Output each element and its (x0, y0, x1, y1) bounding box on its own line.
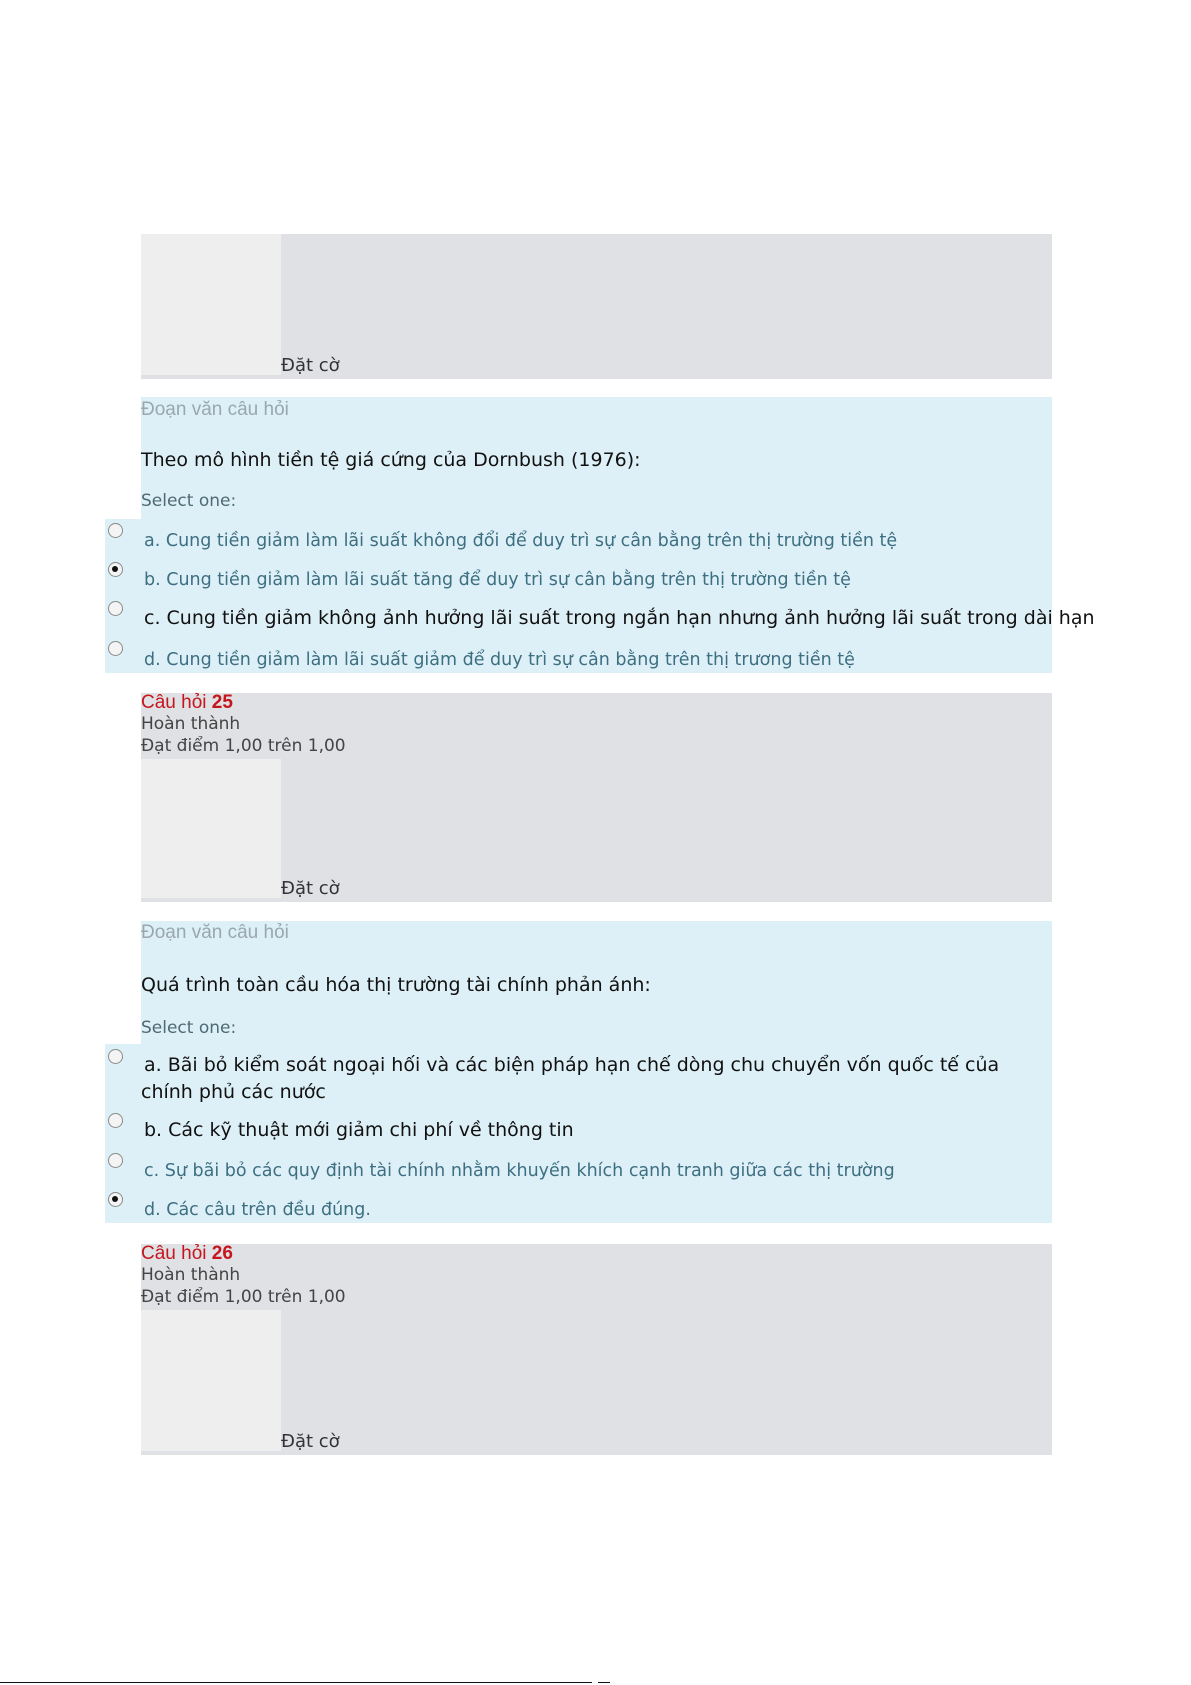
flag-question-link[interactable]: Đặt cờ (281, 878, 340, 899)
answer-option-c[interactable]: c. Cung tiền giảm không ảnh hưởng lãi suất trong ngắn hạn nhưng ảnh hưởng lãi suất trong dài hạn (144, 607, 1095, 629)
answer-option-d[interactable]: d. Cung tiền giảm làm lãi suất giảm để duy trì sự cân bằng trên thị trương tiền tệ (144, 650, 855, 670)
answer-radio-a[interactable] (108, 1049, 123, 1064)
flag-question-link[interactable]: Đặt cờ (281, 1431, 340, 1452)
question-status: Hoàn thành (141, 714, 241, 734)
passage-label: Đoạn văn câu hỏi (141, 399, 289, 420)
passage-label: Đoạn văn câu hỏi (141, 922, 289, 943)
question-text: Theo mô hình tiền tệ giá cứng của Dornbush (1976): (141, 449, 641, 471)
flag-box (141, 759, 281, 898)
question-number: 25 (211, 692, 233, 713)
question-number-title (141, 692, 233, 714)
answer-option-a[interactable]: a. Cung tiền giảm làm lãi suất không đổi để duy trì sự cân bằng trên thị trường tiền tệ (144, 531, 898, 551)
select-one-label: Select one: (141, 491, 237, 511)
question-title-prefix: Câu hỏi (141, 692, 207, 713)
answer-radio-c[interactable] (108, 1153, 123, 1168)
answer-radio-a[interactable] (108, 523, 123, 538)
answer-radio-c[interactable] (108, 601, 123, 616)
answer-radio-d[interactable] (108, 1192, 123, 1207)
answer-option-b[interactable]: b. Các kỹ thuật mới giảm chi phí về thông tin (144, 1119, 574, 1141)
question-number: 26 (211, 1243, 233, 1264)
flag-box (141, 1310, 281, 1451)
answer-option-b[interactable]: b. Cung tiền giảm làm lãi suất tăng để duy trì sự cân bằng trên thị trường tiền tệ (144, 570, 851, 590)
question-status: Hoàn thành (141, 1265, 241, 1285)
question-text: Quá trình toàn cầu hóa thị trường tài chính phản ánh: (141, 974, 651, 996)
answer-radio-d[interactable] (108, 641, 123, 656)
answer-radio-b[interactable] (108, 562, 123, 577)
footer-divider (0, 1682, 592, 1683)
question-score: Đạt điểm 1,00 trên 1,00 (141, 736, 346, 756)
select-one-label: Select one: (141, 1018, 237, 1038)
answer-option-a[interactable]: a. Bãi bỏ kiểm soát ngoại hối và các biện pháp hạn chế dòng chu chuyển vốn quốc tế của chính phủ các nước (141, 1054, 1000, 1103)
answer-radio-b[interactable] (108, 1113, 123, 1128)
footer-divider-short (598, 1682, 610, 1683)
question-title-prefix: Câu hỏi (141, 1243, 207, 1264)
answer-option-d[interactable]: d. Các câu trên đều đúng. (144, 1200, 371, 1220)
flag-question-link[interactable]: Đặt cờ (281, 355, 340, 376)
question-score: Đạt điểm 1,00 trên 1,00 (141, 1287, 346, 1307)
flag-box (141, 234, 281, 375)
question-number-title (141, 1243, 233, 1265)
answer-option-c[interactable]: c. Sự bãi bỏ các quy định tài chính nhằm khuyến khích cạnh tranh giữa các thị trường (144, 1161, 895, 1181)
